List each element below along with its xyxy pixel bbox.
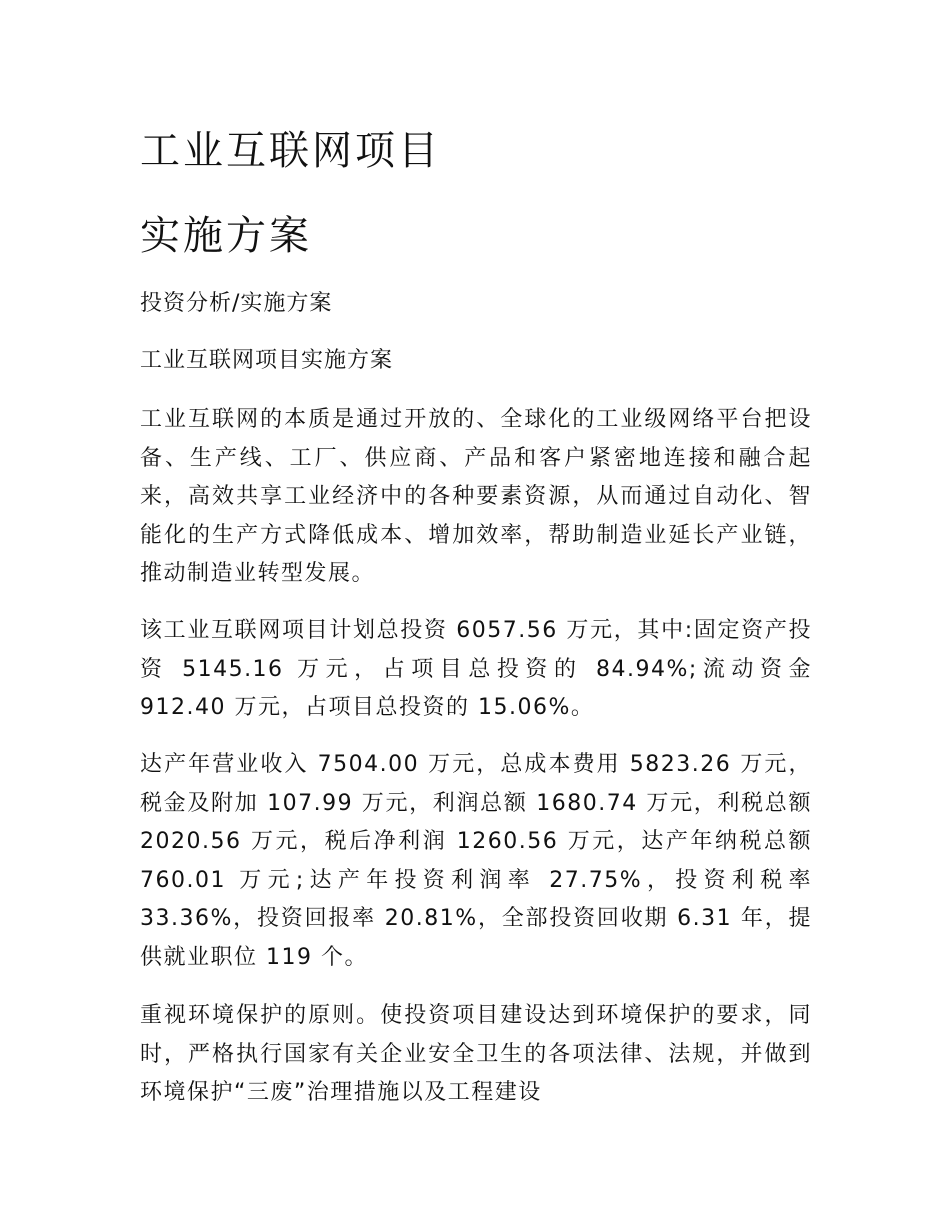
paragraph-investment: 该工业互联网项目计划总投资 6057.56 万元，其中:固定资产投资 5145.16 万元，占项目总投资的 84.94%;流动资金 912.40 万元，占项目总投资的 15.06%。 bbox=[140, 618, 812, 720]
document-title-line-2: 实施方案 bbox=[140, 213, 312, 259]
document-name: 工业互联网项目实施方案 bbox=[140, 348, 394, 373]
document-title-line-1: 工业互联网项目 bbox=[140, 128, 441, 174]
document-category: 投资分析/实施方案 bbox=[140, 291, 333, 316]
paragraph-environment: 重视环境保护的原则。使投资项目建设达到环境保护的要求，同时，严格执行国家有关企业安全卫生的各项法律、法规，并做到环境保护“三废”治理措施以及工程建设 bbox=[140, 1003, 812, 1105]
paragraph-financials: 达产年营业收入 7504.00 万元，总成本费用 5823.26 万元，税金及附加 107.99 万元，利润总额 1680.74 万元，利税总额 2020.56 万元，税后净利润 1260.56 万元，达产年纳税总额 760.01 万元;达产年投资利润率 27.75%，投资利税率 33.36%，投资回报率 20.81%，全部投资回收期 6.31 年，提供就业职位 119 个。 bbox=[140, 752, 812, 970]
paragraph-intro: 工业互联网的本质是通过开放的、全球化的工业级网络平台把设备、生产线、工厂、供应商、产品和客户紧密地连接和融合起来，高效共享工业经济中的各种要素资源，从而通过自动化、智能化的生产方式降低成本、增加效率，帮助制造业延长产业链，推动制造业转型发展。 bbox=[140, 407, 812, 586]
